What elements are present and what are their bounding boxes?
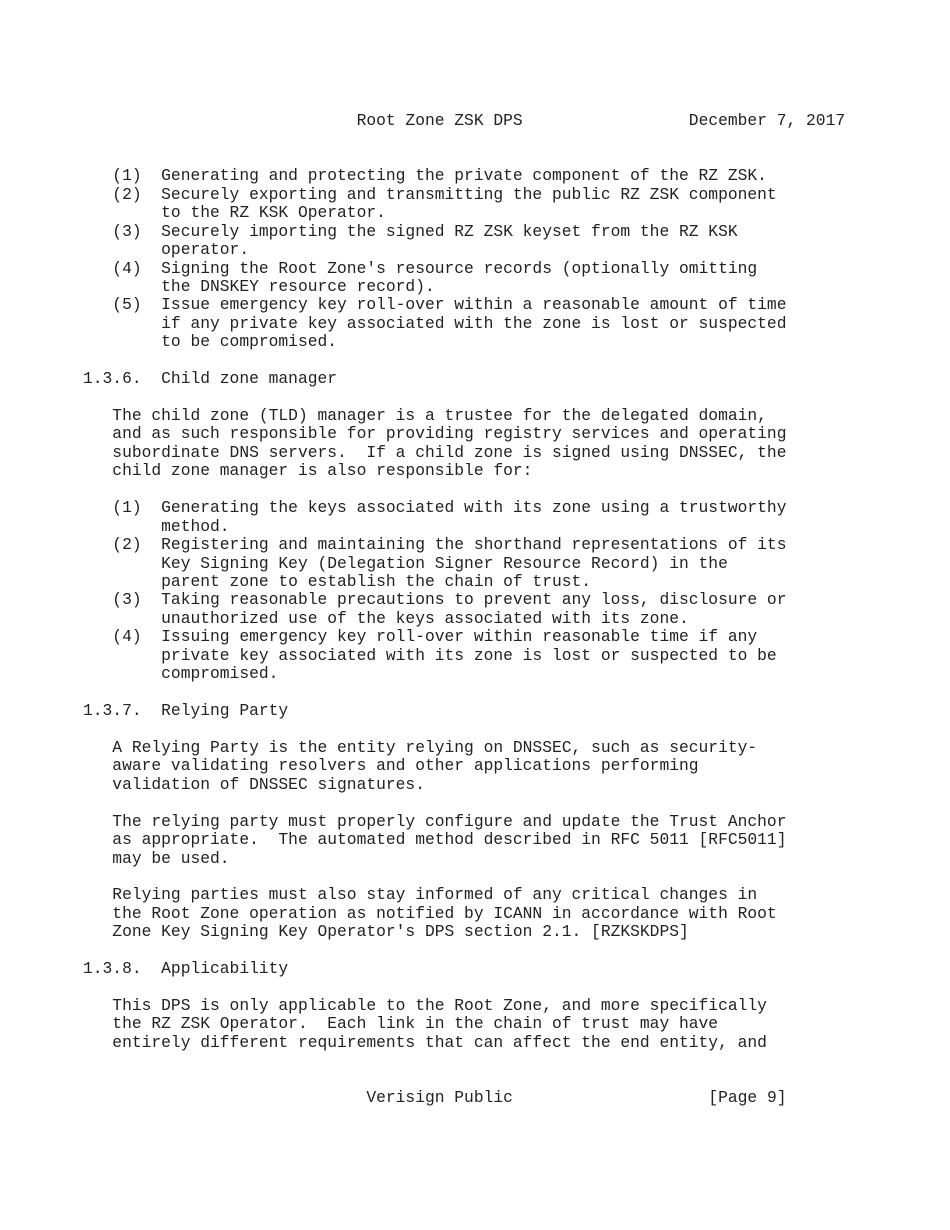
text-line: A Relying Party is the entity relying on DNSSEC, such as security- bbox=[83, 737, 758, 757]
section-heading bbox=[83, 370, 845, 388]
blank-line bbox=[83, 1052, 845, 1070]
heading-text: 1.3.6. Child zone manager bbox=[83, 369, 338, 389]
text-line: Key Signing Key (Delegation Signer Resource Record) in the bbox=[83, 553, 728, 573]
blank-line bbox=[83, 794, 845, 812]
paragraph bbox=[83, 997, 845, 1052]
paragraph bbox=[83, 886, 845, 941]
blank-line bbox=[83, 942, 845, 960]
text-line: parent zone to establish the chain of trust. bbox=[83, 571, 592, 591]
text-line: (3) Securely importing the signed RZ ZSK keyset from the RZ KSK bbox=[83, 221, 738, 241]
header-pad-1 bbox=[83, 111, 357, 130]
text-line: validation of DNSSEC signatures. bbox=[83, 774, 425, 794]
blank-line bbox=[83, 720, 845, 738]
text-line: (4) Signing the Root Zone's resource records (optionally omitting bbox=[83, 258, 758, 278]
paragraph bbox=[83, 407, 845, 481]
numbered-list bbox=[83, 167, 845, 351]
text-line: Relying parties must also stay informed of any critical changes in bbox=[83, 885, 758, 905]
footer-pad-2 bbox=[513, 1088, 708, 1107]
text-line: the DNSKEY resource record). bbox=[83, 276, 435, 296]
heading-text: 1.3.7. Relying Party bbox=[83, 701, 289, 720]
text-line: to the RZ KSK Operator. bbox=[83, 203, 386, 223]
text-line: may be used. bbox=[83, 848, 230, 868]
text-line: (3) Taking reasonable precautions to prevent any loss, disclosure or bbox=[83, 590, 787, 610]
blank-line bbox=[83, 149, 845, 167]
header-pad-2 bbox=[523, 111, 689, 130]
document-date: December 7, 2017 bbox=[688, 111, 846, 130]
text-line: operator. bbox=[83, 240, 250, 260]
text-line: (5) Issue emergency key roll-over within a reasonable amount of time bbox=[83, 295, 787, 315]
blank-line bbox=[83, 868, 845, 886]
text-line: (1) Generating the keys associated with its zone using a trustworthy bbox=[83, 498, 787, 518]
text-line: The relying party must properly configure and update the Trust Anchor bbox=[83, 811, 787, 831]
text-line: the RZ ZSK Operator. Each link in the chain of trust may have bbox=[83, 1014, 719, 1034]
text-line: entirely different requirements that can affect the end entity, and bbox=[83, 1032, 767, 1052]
text-line: and as such responsible for providing registry services and operating bbox=[83, 424, 787, 444]
paragraph bbox=[83, 813, 845, 868]
document-title: Root Zone ZSK DPS bbox=[356, 111, 523, 130]
text-line: (2) Securely exporting and transmitting the public RZ ZSK component bbox=[83, 184, 777, 204]
text-line: Zone Key Signing Key Operator's DPS section 2.1. [RZKSKDPS] bbox=[83, 922, 689, 942]
text-line: to be compromised. bbox=[83, 332, 338, 352]
text-line: if any private key associated with the zone is lost or suspected bbox=[83, 313, 787, 333]
text-line: unauthorized use of the keys associated with its zone. bbox=[83, 608, 689, 628]
text-line: (4) Issuing emergency key roll-over within reasonable time if any bbox=[83, 627, 758, 647]
document-page bbox=[83, 112, 845, 1108]
document-body bbox=[83, 167, 845, 1052]
blank-line bbox=[83, 352, 845, 370]
text-line: aware validating resolvers and other applications performing bbox=[83, 756, 699, 776]
text-line: subordinate DNS servers. If a child zone is signed using DNSSEC, the bbox=[83, 442, 787, 462]
text-line: method. bbox=[83, 516, 230, 536]
text-line: the Root Zone operation as notified by ICANN in accordance with Root bbox=[83, 903, 777, 923]
section-heading bbox=[83, 702, 845, 720]
text-line: compromised. bbox=[83, 664, 279, 684]
heading-text: 1.3.8. Applicability bbox=[83, 959, 289, 979]
text-line: (1) Generating and protecting the private component of the RZ ZSK. bbox=[83, 166, 767, 186]
page-footer bbox=[83, 1089, 845, 1107]
footer-pad-1 bbox=[83, 1088, 366, 1107]
text-line: The child zone (TLD) manager is a trustee for the delegated domain, bbox=[83, 406, 767, 425]
footer-publisher: Verisign Public bbox=[366, 1088, 513, 1108]
page-number: [Page 9] bbox=[708, 1088, 787, 1108]
blank-line bbox=[83, 130, 845, 148]
paragraph bbox=[83, 739, 845, 794]
blank-line bbox=[83, 389, 845, 407]
text-line: (2) Registering and maintaining the shorthand representations of its bbox=[83, 535, 787, 555]
blank-line bbox=[83, 979, 845, 997]
text-line: as appropriate. The automated method described in RFC 5011 [RFC5011] bbox=[83, 830, 787, 850]
numbered-list bbox=[83, 499, 845, 683]
text-line: child zone manager is also responsible for: bbox=[83, 461, 533, 481]
blank-line bbox=[83, 684, 845, 702]
section-heading bbox=[83, 960, 845, 978]
blank-line bbox=[83, 481, 845, 499]
text-line: private key associated with its zone is lost or suspected to be bbox=[83, 645, 777, 665]
page-header bbox=[83, 112, 845, 130]
text-line: This DPS is only applicable to the Root Zone, and more specifically bbox=[83, 996, 767, 1015]
blank-line bbox=[83, 1071, 845, 1089]
